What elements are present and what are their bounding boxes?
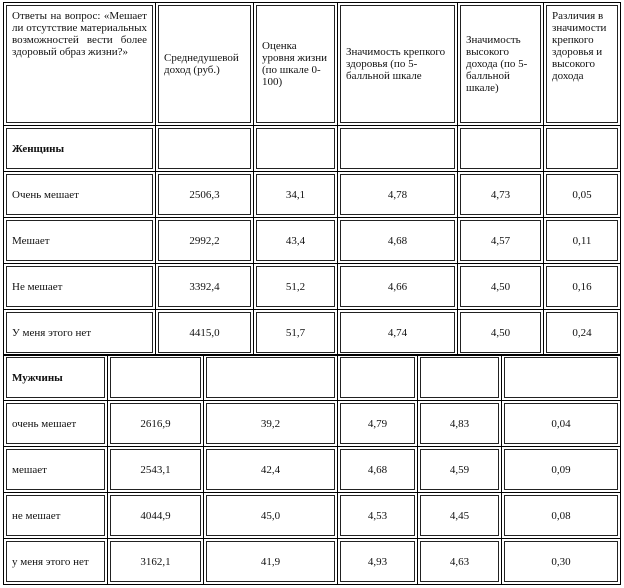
women-table xyxy=(3,2,621,356)
income-value: 2506,3 xyxy=(158,174,251,215)
level-value: 51,7 xyxy=(256,312,335,353)
health-cell xyxy=(338,493,418,539)
empty-cell xyxy=(204,355,338,401)
income-cell xyxy=(108,447,204,493)
diff-value: 0,05 xyxy=(546,174,618,215)
income-value: 3162,1 xyxy=(110,541,201,582)
wealth-value: 4,45 xyxy=(420,495,499,536)
answer-text: Мешает xyxy=(6,220,153,261)
diff-cell xyxy=(544,172,621,218)
empty-cell xyxy=(458,126,544,172)
empty-cell xyxy=(108,355,204,401)
wealth-value: 4,50 xyxy=(460,312,541,353)
wealth-cell xyxy=(458,310,544,356)
answer-text: Не мешает xyxy=(6,266,153,307)
section-row-men xyxy=(4,355,621,401)
level-cell xyxy=(254,310,338,356)
health-value: 4,53 xyxy=(340,495,415,536)
header-cell-income xyxy=(156,3,254,126)
empty-cell xyxy=(502,355,621,401)
health-value: 4,66 xyxy=(340,266,455,307)
wealth-value: 4,73 xyxy=(460,174,541,215)
income-value: 2616,9 xyxy=(110,403,201,444)
wealth-value: 4,57 xyxy=(460,220,541,261)
header-health-text: Значимость крепкого здоровья (по 5-балльной шкале xyxy=(340,5,455,123)
wealth-value: 4,59 xyxy=(420,449,499,490)
header-cell-health xyxy=(338,3,458,126)
health-value: 4,79 xyxy=(340,403,415,444)
table-row xyxy=(4,539,621,585)
answer-text: У меня этого нет xyxy=(6,312,153,353)
header-row xyxy=(4,3,621,126)
diff-value: 0,09 xyxy=(504,449,618,490)
diff-cell xyxy=(502,401,621,447)
income-cell xyxy=(108,401,204,447)
answer-cell xyxy=(4,539,108,585)
level-value: 42,4 xyxy=(206,449,335,490)
level-cell xyxy=(204,493,338,539)
answer-cell xyxy=(4,218,156,264)
level-value: 51,2 xyxy=(256,266,335,307)
men-table xyxy=(3,354,621,585)
answer-text: не мешает xyxy=(6,495,105,536)
wealth-value: 4,63 xyxy=(420,541,499,582)
answer-text: очень мешает xyxy=(6,403,105,444)
header-cell-diff xyxy=(544,3,621,126)
table-row xyxy=(4,401,621,447)
wealth-cell xyxy=(418,539,502,585)
table-row xyxy=(4,447,621,493)
header-level-text: Оценка уровня жизни (по шкале 0-100) xyxy=(256,5,335,123)
income-value: 2992,2 xyxy=(158,220,251,261)
income-cell xyxy=(108,493,204,539)
level-cell xyxy=(254,264,338,310)
wealth-cell xyxy=(458,172,544,218)
health-value: 4,68 xyxy=(340,220,455,261)
empty-cell xyxy=(156,126,254,172)
wealth-cell xyxy=(458,264,544,310)
header-income-text: Среднедушевой доход (руб.) xyxy=(158,5,251,123)
section-label-men: Мужчины xyxy=(6,357,105,398)
answer-cell xyxy=(4,447,108,493)
section-label-cell xyxy=(4,355,108,401)
diff-value: 0,08 xyxy=(504,495,618,536)
level-value: 41,9 xyxy=(206,541,335,582)
income-value: 2543,1 xyxy=(110,449,201,490)
health-cell xyxy=(338,401,418,447)
health-cell xyxy=(338,218,458,264)
answer-cell xyxy=(4,172,156,218)
level-cell xyxy=(254,172,338,218)
wealth-cell xyxy=(418,447,502,493)
diff-cell xyxy=(502,539,621,585)
level-value: 39,2 xyxy=(206,403,335,444)
answer-text: Очень мешает xyxy=(6,174,153,215)
health-cell xyxy=(338,264,458,310)
diff-cell xyxy=(544,218,621,264)
level-value: 45,0 xyxy=(206,495,335,536)
health-cell xyxy=(338,310,458,356)
empty-cell xyxy=(418,355,502,401)
table-row xyxy=(4,493,621,539)
health-cell xyxy=(338,447,418,493)
level-cell xyxy=(204,401,338,447)
health-value: 4,78 xyxy=(340,174,455,215)
table-row xyxy=(4,264,621,310)
income-value: 3392,4 xyxy=(158,266,251,307)
header-cell-level xyxy=(254,3,338,126)
section-label-cell xyxy=(4,126,156,172)
income-value: 4044,9 xyxy=(110,495,201,536)
diff-cell xyxy=(544,310,621,356)
table-row xyxy=(4,218,621,264)
income-cell xyxy=(156,310,254,356)
wealth-value: 4,50 xyxy=(460,266,541,307)
health-value: 4,93 xyxy=(340,541,415,582)
table-row xyxy=(4,172,621,218)
diff-value: 0,16 xyxy=(546,266,618,307)
level-cell xyxy=(204,539,338,585)
diff-cell xyxy=(502,493,621,539)
diff-cell xyxy=(544,264,621,310)
empty-cell xyxy=(338,126,458,172)
header-cell-answers xyxy=(4,3,156,126)
answer-cell xyxy=(4,264,156,310)
income-cell xyxy=(156,172,254,218)
answer-text: мешает xyxy=(6,449,105,490)
empty-cell xyxy=(544,126,621,172)
diff-value: 0,30 xyxy=(504,541,618,582)
income-cell xyxy=(156,218,254,264)
answer-text: у меня этого нет xyxy=(6,541,105,582)
diff-value: 0,11 xyxy=(546,220,618,261)
health-cell xyxy=(338,539,418,585)
wealth-cell xyxy=(418,401,502,447)
answer-cell xyxy=(4,310,156,356)
level-cell xyxy=(204,447,338,493)
wealth-cell xyxy=(418,493,502,539)
answer-cell xyxy=(4,493,108,539)
income-value: 4415,0 xyxy=(158,312,251,353)
header-cell-wealth xyxy=(458,3,544,126)
level-value: 34,1 xyxy=(256,174,335,215)
level-value: 43,4 xyxy=(256,220,335,261)
empty-cell xyxy=(338,355,418,401)
wealth-cell xyxy=(458,218,544,264)
header-diff-text: Различия в значимости крепкого здоровья и высокого дохода xyxy=(546,5,618,123)
diff-cell xyxy=(502,447,621,493)
header-answers-text: Ответы на вопрос: «Мешает ли отсутствие материальных возможностей вести более здоровый образ жизни?» xyxy=(6,5,153,123)
level-cell xyxy=(254,218,338,264)
health-cell xyxy=(338,172,458,218)
wealth-value: 4,83 xyxy=(420,403,499,444)
answer-cell xyxy=(4,401,108,447)
health-value: 4,74 xyxy=(340,312,455,353)
section-row-women xyxy=(4,126,621,172)
header-wealth-text: Значимость высокого дохода (по 5-балльной шкале) xyxy=(460,5,541,123)
health-value: 4,68 xyxy=(340,449,415,490)
diff-value: 0,04 xyxy=(504,403,618,444)
empty-cell xyxy=(254,126,338,172)
section-label-women: Женщины xyxy=(6,128,153,169)
income-cell xyxy=(108,539,204,585)
table-row xyxy=(4,310,621,356)
income-cell xyxy=(156,264,254,310)
diff-value: 0,24 xyxy=(546,312,618,353)
